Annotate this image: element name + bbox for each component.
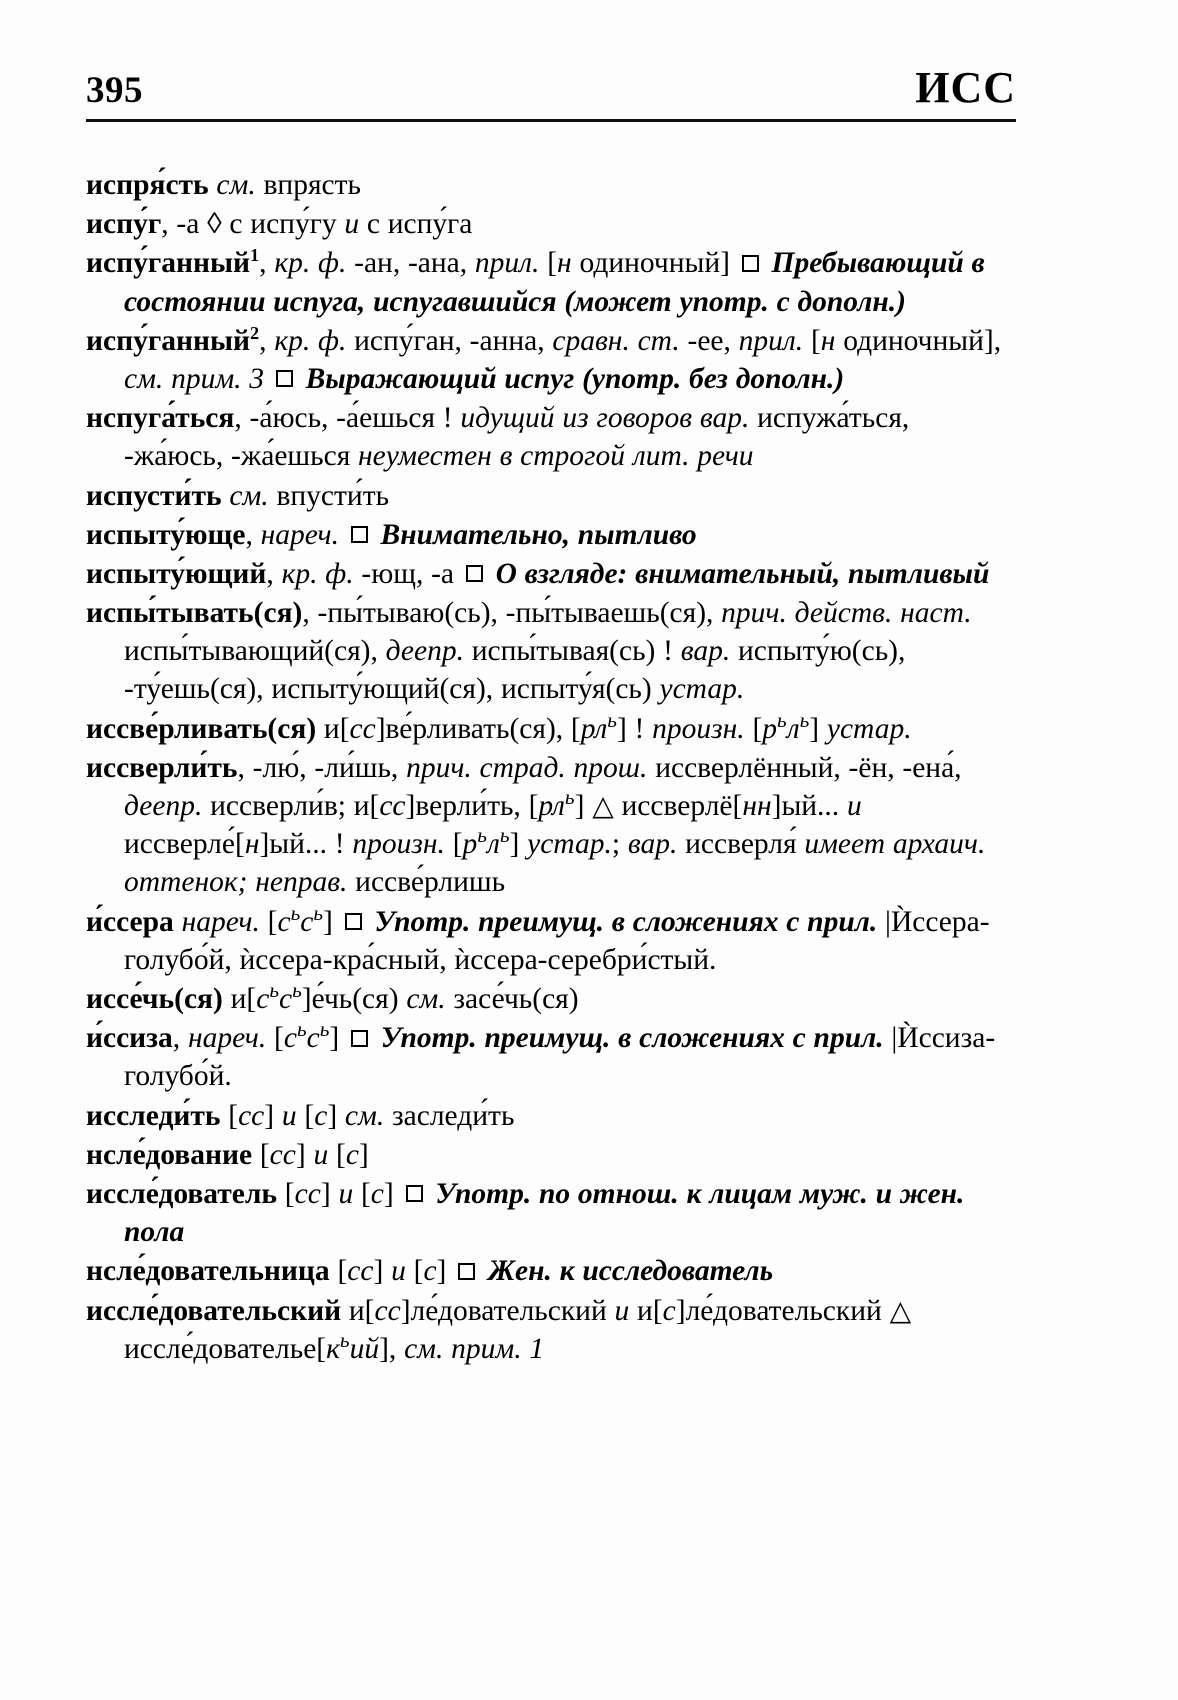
headword: и́ссиза [86,1022,173,1055]
dictionary-entry: испыту́ющий, кр. ф. -ющ, -а О взгляде: внимательный, пытливый [86,557,990,590]
page-number: 395 [86,70,143,111]
headword: нсле́довательница [86,1255,330,1288]
dictionary-entry: испыту́юще, нареч. Внимательно, пытливо [86,518,697,551]
definition-marker-icon [466,565,483,582]
definition-marker-icon [742,255,759,272]
header-divider [86,119,1016,122]
headword: испыту́юще [86,518,246,551]
dictionary-entry: нсле́дование [сс] и [с] [86,1138,369,1171]
headword: и́ссера [86,905,174,938]
headword: нсле́дование [86,1138,253,1171]
headword: иссле́дователь [86,1177,278,1210]
triangle-marker-icon: △ [592,791,614,822]
dictionary-entry: нспуга́ться, -а́юсь, -а́ешься ! идущий из говоров вар. испужа́ться, -жа́юсь, -жа́ешься неуместен в строгой лит. речи [86,402,910,473]
dictionary-entry: и́ссера нареч. $[с^ьс^ь]$ Употр. преимущ. в сложениях с прил. |Ѝссера-голубо́й, ѝссера-кра́сный, ѝссера-серебри́стый. [86,900,990,976]
dictionary-entry: испу́ганный$^1$, кр. ф. -ан, -ана, прил. [н одиночный] Пребывающий в состоянии испуга, испугавшийся (может употр. с дополн.) [86,245,985,318]
page-content [86,63,1016,1369]
headword: испусти́ть [86,479,222,512]
dictionary-entry: иссверли́ть, -лю́, -ли́шь, прич. страд. прош. иссверлённый, -ён, -ена́, деепр. иссверли́в; и[сс]верли́ть, $[рл^ь]$ △ иссверлё[нн]ый... и иссверле́[н]ый... ! произн. $[р^ьл^ь]$ устар.; вар. иссверля́ имеет архаич. оттенок; неправ. иссве́рлишь [86,751,986,899]
headword: испыту́ющий [86,557,267,590]
triangle-marker-icon: △ [889,1295,912,1327]
dictionary-entry: испусти́ть см. впусти́ть [86,479,390,512]
dictionary-entry: исследи́ть [сс] и [с] см. заследи́ть [86,1099,515,1132]
dictionary-entry: испу́г, -а ◊ с испу́гу и с испу́га [86,208,473,241]
dictionary-entry: испря́сть см. впрясть [86,169,361,201]
headword: нспуга́ться [86,402,235,435]
headword: испу́г [86,208,162,241]
dictionary-entry: и́ссиза, нареч. $[с^ьс^ь]$ Употр. преимущ. в сложениях с прил. |Ѝссиза-голубо́й. [86,1017,996,1093]
definition-marker-icon [345,913,362,930]
headword: испу́ганный [86,247,251,280]
dictionary-entry: иссле́дователь [сс] и [с] Употр. по отнош. к лицам муж. и жен. пола [86,1177,965,1249]
headword: иссве́рливать(ся) [86,712,317,745]
running-head [86,63,1016,112]
running-head-letters: ИСС [915,63,1016,112]
dictionary-entry: иссле́довательский и[сс]ле́довательский и и[с]ле́довательский △ $иссле́дователье[к^ьий]$, см. прим. 1 [86,1294,912,1365]
headword: испу́ганный [86,324,251,357]
headword: иссе́чь(ся) [86,983,223,1016]
dictionary-entry: испу́ганный$^2$, кр. ф. испу́ган, -анна, сравн. ст. -ее, прил. [н одиночный], см. прим. 3 Выражающий испуг (употр. без дополн.) [86,322,1002,395]
definition-marker-icon [351,1030,368,1047]
dictionary-entry: нсле́довательница [сс] и [с] Жен. к исследователь [86,1255,774,1288]
headword: иссле́довательский [86,1294,342,1327]
definition-marker-icon [458,1263,475,1280]
definition-marker-icon [406,1185,423,1202]
definition-marker-icon [351,526,368,543]
headword: иссверли́ть [86,751,238,784]
dictionary-entry: иссве́рливать(ся) и[сс]ве́рливать(ся), $[рл^ь]$ ! произн. $[р^ьл^ь]$ устар. [86,707,912,745]
entry-list [86,166,1016,1368]
headword: испы́тывать(ся) [86,597,303,630]
dictionary-entry: иссе́чь(ся) $и[с^ьс^ь]е́чь(ся)$ см. засе́чь(ся) [86,978,579,1016]
definition-marker-icon [276,370,293,387]
headword: испря́сть [86,169,209,201]
dictionary-entry: испы́тывать(ся), -пы́тываю(сь), -пы́тываешь(ся), прич. действ. наст. испы́тывающий(ся), деепр. испы́тывая(сь) ! вар. испыту́ю(сь), -ту́ешь(ся), испыту́ющий(ся), испыту́я(сь) устар. [86,597,972,706]
headword: исследи́ть [86,1099,221,1132]
